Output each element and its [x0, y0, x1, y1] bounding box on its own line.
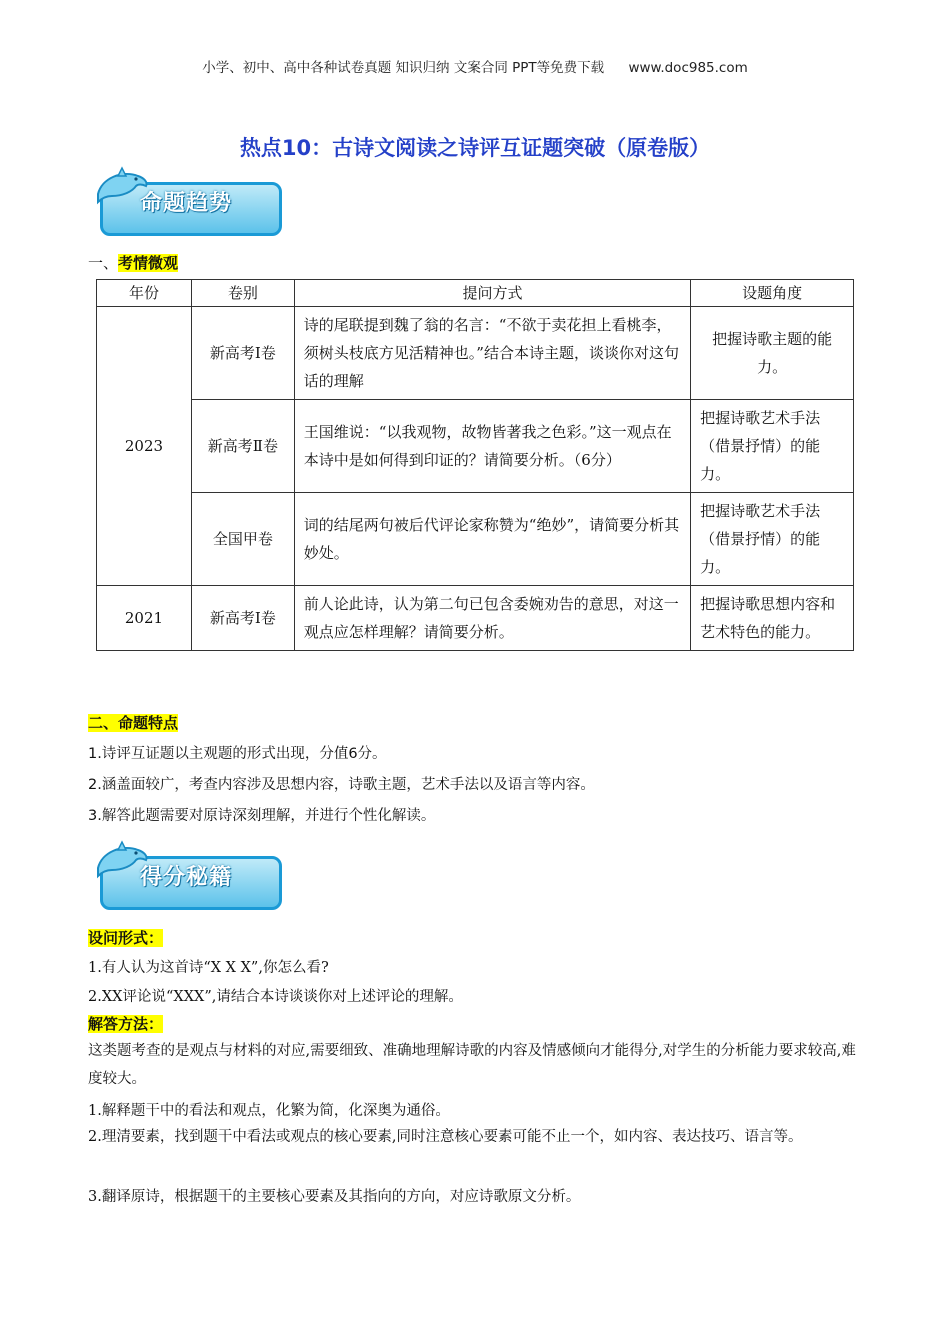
section-banner-trend [92, 172, 292, 244]
table-row [97, 400, 854, 493]
header-text: 小学、初中、高中各种试卷真题 知识归纳 文案合同 PPT等免费下载 [202, 60, 605, 76]
question-cell: 前人论此诗，认为第二句已包含委婉劝告的意思，对这一观点应怎样理解？请简要分析。 [294, 586, 690, 651]
section-1-prefix: 一、 [88, 254, 119, 272]
angle-cell: 把握诗歌艺术手法（借景抒情）的能力。 [691, 400, 854, 493]
table-header-row [97, 280, 854, 307]
year-cell: 2023 [97, 307, 192, 586]
banner-label: 命题趋势 [140, 191, 233, 216]
table-row [97, 493, 854, 586]
method-step: 3.翻译原诗，根据题干的主要核心要素及其指向的方向，对应诗歌原文分析。 [88, 1189, 581, 1205]
forms-heading [88, 927, 163, 948]
angle-cell: 把握诗歌思想内容和艺术特色的能力。 [691, 586, 854, 651]
form-item: 1.有人认为这首诗“X X X”,你怎么看? [88, 960, 329, 976]
feature-item: 2.涵盖面较广，考查内容涉及思想内容，诗歌主题，艺术手法以及语言等内容。 [88, 777, 595, 793]
banner-label: 得分秘籍 [140, 865, 233, 890]
table-row [97, 307, 854, 400]
method-step: 1.解释题干中的看法和观点，化繁为简，化深奥为通俗。 [88, 1103, 450, 1119]
section-1-label: 考情微观 [118, 254, 179, 272]
section-banner-tips [92, 846, 292, 918]
forms-label: 设问形式： [88, 929, 164, 947]
method-heading [88, 1013, 163, 1034]
question-cell: 王国维说：“以我观物，故物皆著我之色彩。”这一观点在本诗中是如何得到印证的？请简要分析。（6分） [294, 400, 690, 493]
document-title: 热点10：古诗文阅读之诗评互证题突破（原卷版） [239, 136, 711, 160]
column-header: 设题角度 [691, 280, 854, 307]
method-label: 解答方法： [88, 1015, 164, 1033]
section-1-heading [88, 252, 178, 273]
angle-cell: 把握诗歌艺术手法（借景抒情）的能力。 [691, 493, 854, 586]
section-2-heading [88, 712, 178, 733]
question-cell: 诗的尾联提到魏了翁的名言：“不欲于卖花担上看桃李，须树头枝底方见活精神也。”结合本诗主题，谈谈你对这句话的理解 [294, 307, 690, 400]
angle-cell: 把握诗歌主题的能力。 [691, 307, 854, 400]
column-header: 年份 [97, 280, 192, 307]
page-header [0, 56, 950, 76]
column-header: 提问方式 [294, 280, 690, 307]
year-cell: 2021 [97, 586, 192, 651]
feature-item: 3.解答此题需要对原诗深刻理解，并进行个性化解读。 [88, 808, 436, 824]
exam-trend-table [96, 279, 854, 651]
paper-cell: 新高考Ⅰ卷 [191, 307, 294, 400]
section-2-label: 二、命题特点 [88, 714, 179, 732]
method-intro: 这类题考查的是观点与材料的对应,需要细致、准确地理解诗歌的内容及情感倾向才能得分,对学生的分析能力要求较高,难度较大。 [88, 1043, 856, 1087]
header-site-link[interactable]: www.doc985.com [628, 60, 748, 76]
paper-cell: 新高考Ⅱ卷 [191, 400, 294, 493]
column-header: 卷别 [191, 280, 294, 307]
paper-cell: 新高考Ⅰ卷 [191, 586, 294, 651]
method-step: 2.理清要素，找到题干中看法或观点的核心要素,同时注意核心要素可能不止一个，如内容、表达技巧、语言等。 [88, 1129, 803, 1145]
table-row [97, 586, 854, 651]
form-item: 2.XX评论说“XXX”,请结合本诗谈谈你对上述评论的理解。 [88, 989, 463, 1005]
question-cell: 词的结尾两句被后代评论家称赞为“绝妙”，请简要分析其妙处。 [294, 493, 690, 586]
paper-cell: 全国甲卷 [191, 493, 294, 586]
feature-item: 1.诗评互证题以主观题的形式出现，分值6分。 [88, 746, 387, 762]
